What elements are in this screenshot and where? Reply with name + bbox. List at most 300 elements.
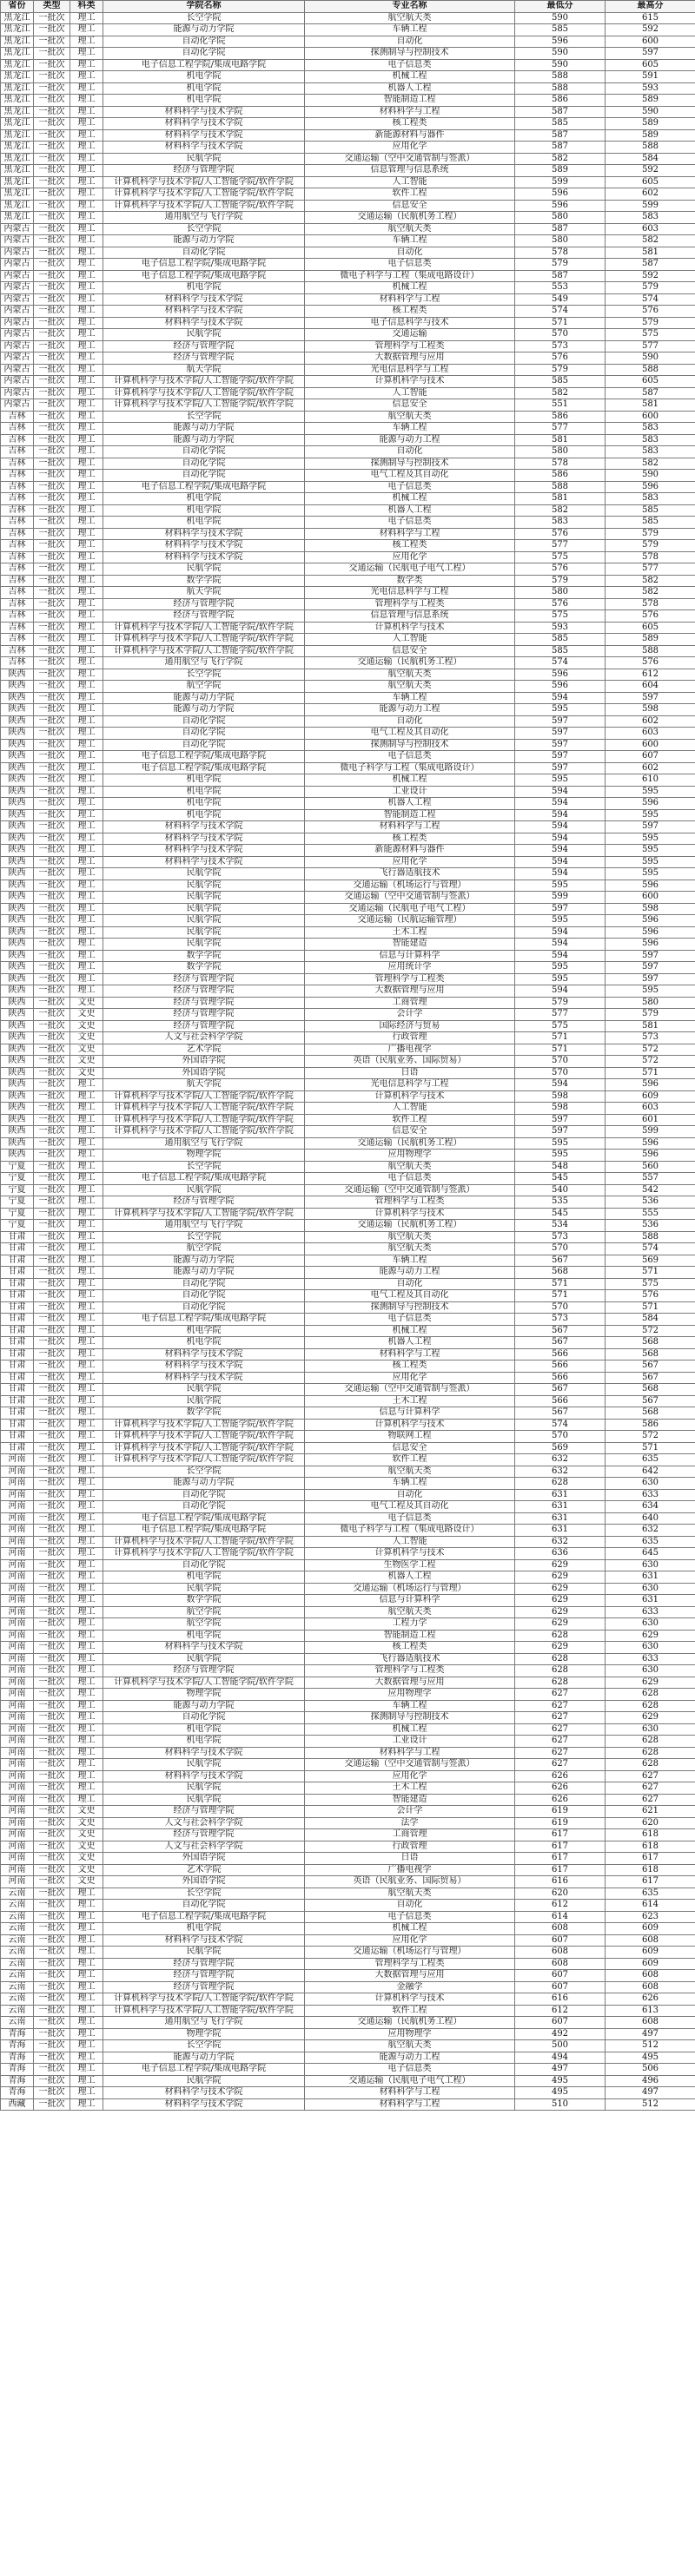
- cell-province: 河南: [1, 1536, 34, 1548]
- cell-batch: 一批次: [34, 2052, 70, 2064]
- cell-school: 电子信息工程学院/集成电路学院: [103, 2064, 305, 2076]
- cell-subject: 理工: [70, 1231, 103, 1243]
- cell-max-score: 595: [606, 809, 695, 821]
- table-row: [1, 212, 695, 224]
- cell-min-score: 616: [515, 1993, 606, 2006]
- cell-school: 能源与动力学院: [103, 434, 305, 446]
- table-row: [1, 915, 695, 927]
- cell-max-score: 598: [606, 704, 695, 716]
- cell-batch: 一批次: [34, 1853, 70, 1865]
- cell-province: 黑龙江: [1, 12, 34, 24]
- cell-subject: 理工: [70, 481, 103, 493]
- table-row: [1, 142, 695, 154]
- cell-batch: 一批次: [34, 1700, 70, 1712]
- cell-max-score: 635: [606, 1536, 695, 1548]
- cell-batch: 一批次: [34, 903, 70, 915]
- cell-province: 吉林: [1, 434, 34, 446]
- cell-min-score: 628: [515, 1677, 606, 1689]
- cell-max-score: 597: [606, 692, 695, 704]
- cell-province: 云南: [1, 2017, 34, 2029]
- cell-min-score: 582: [515, 153, 606, 165]
- cell-school: 能源与动力学院: [103, 24, 305, 36]
- cell-min-score: 587: [515, 142, 606, 154]
- cell-max-score: 600: [606, 411, 695, 423]
- cell-min-score: 597: [515, 739, 606, 751]
- table-row: [1, 106, 695, 118]
- cell-min-score: 607: [515, 2017, 606, 2029]
- cell-max-score: 608: [606, 1970, 695, 1982]
- table-row: [1, 1044, 695, 1056]
- cell-major: 管理科学与工程类: [305, 340, 515, 352]
- cell-min-score: 626: [515, 1794, 606, 1806]
- cell-school: 数学学院: [103, 962, 305, 974]
- cell-max-score: 571: [606, 1442, 695, 1454]
- cell-province: 河南: [1, 1489, 34, 1501]
- cell-batch: 一批次: [34, 1958, 70, 1970]
- cell-school: 材料科学与技术学院: [103, 528, 305, 540]
- cell-major: 广播电视学: [305, 1044, 515, 1056]
- cell-province: 河南: [1, 1525, 34, 1537]
- cell-school: 航天学院: [103, 587, 305, 599]
- cell-province: 陕西: [1, 1103, 34, 1115]
- cell-major: 车辆工程: [305, 692, 515, 704]
- cell-min-score: 534: [515, 1220, 606, 1232]
- cell-school: 能源与动力学院: [103, 1478, 305, 1490]
- table-row: [1, 1536, 695, 1548]
- cell-major: 计算机科学与技术: [305, 1548, 515, 1560]
- cell-min-score: 574: [515, 1419, 606, 1431]
- cell-major: 核工程类: [305, 1642, 515, 1654]
- cell-province: 陕西: [1, 856, 34, 868]
- cell-max-score: 506: [606, 2064, 695, 2076]
- cell-province: 河南: [1, 1736, 34, 1748]
- cell-min-score: 578: [515, 247, 606, 259]
- cell-province: 陕西: [1, 715, 34, 728]
- cell-min-score: 580: [515, 587, 606, 599]
- cell-max-score: 603: [606, 728, 695, 740]
- cell-subject: 理工: [70, 129, 103, 142]
- cell-subject: 理工: [70, 1993, 103, 2006]
- table-row: [1, 95, 695, 107]
- cell-subject: 理工: [70, 2040, 103, 2052]
- cell-batch: 一批次: [34, 411, 70, 423]
- cell-min-score: 582: [515, 387, 606, 399]
- cell-batch: 一批次: [34, 739, 70, 751]
- cell-school: 计算机科学与技术学院/人工智能学院/软件学院: [103, 1419, 305, 1431]
- cell-min-score: 571: [515, 1278, 606, 1290]
- cell-subject: 理工: [70, 868, 103, 880]
- table-row: [1, 1009, 695, 1021]
- cell-school: 材料科学与技术学院: [103, 1934, 305, 1947]
- cell-batch: 一批次: [34, 1630, 70, 1642]
- cell-school: 材料科学与技术学院: [103, 821, 305, 833]
- cell-subject: 理工: [70, 1689, 103, 1701]
- table-row: [1, 188, 695, 201]
- cell-major: 交通运输（空中交通管制与签派）: [305, 1384, 515, 1396]
- cell-province: 吉林: [1, 517, 34, 529]
- cell-major: 交通运输（机场运行与管理）: [305, 880, 515, 892]
- table-row: [1, 1278, 695, 1290]
- cell-subject: 理工: [70, 259, 103, 271]
- cell-school: 计算机科学与技术学院/人工智能学院/软件学院: [103, 2005, 305, 2017]
- cell-province: 吉林: [1, 598, 34, 610]
- cell-subject: 理工: [70, 845, 103, 857]
- cell-major: 材料科学与工程: [305, 106, 515, 118]
- cell-batch: 一批次: [34, 1431, 70, 1443]
- cell-major: 应用化学: [305, 856, 515, 868]
- cell-min-score: 629: [515, 1583, 606, 1595]
- cell-min-score: 594: [515, 939, 606, 951]
- table-row: [1, 1700, 695, 1712]
- table-row: [1, 762, 695, 774]
- cell-school: 计算机科学与技术学院/人工智能学院/软件学院: [103, 1454, 305, 1466]
- cell-min-score: 619: [515, 1817, 606, 1829]
- cell-subject: 理工: [70, 762, 103, 774]
- cell-subject: 理工: [70, 2005, 103, 2017]
- table-row: [1, 376, 695, 388]
- cell-province: 河南: [1, 1583, 34, 1595]
- cell-major: 交通运输（民航机务工程）: [305, 1137, 515, 1150]
- cell-min-score: 567: [515, 1407, 606, 1420]
- cell-batch: 一批次: [34, 446, 70, 458]
- cell-major: 交通运输（民航机务工程）: [305, 212, 515, 224]
- cell-province: 吉林: [1, 645, 34, 657]
- cell-max-score: 628: [606, 1689, 695, 1701]
- cell-batch: 一批次: [34, 1653, 70, 1665]
- cell-min-score: 567: [515, 1325, 606, 1337]
- cell-batch: 一批次: [34, 1150, 70, 1162]
- cell-subject: 理工: [70, 2064, 103, 2076]
- cell-school: 电子信息工程学院/集成电路学院: [103, 1512, 305, 1525]
- cell-school: 民航学院: [103, 1759, 305, 1771]
- cell-subject: 理工: [70, 504, 103, 517]
- cell-min-score: 629: [515, 1642, 606, 1654]
- cell-school: 材料科学与技术学院: [103, 833, 305, 845]
- cell-major: 应用化学: [305, 1372, 515, 1384]
- cell-school: 自动化学院: [103, 1501, 305, 1513]
- cell-batch: 一批次: [34, 598, 70, 610]
- cell-max-score: 579: [606, 1009, 695, 1021]
- cell-max-score: 618: [606, 1841, 695, 1853]
- cell-major: 大数据管理与应用: [305, 1970, 515, 1982]
- cell-batch: 一批次: [34, 458, 70, 470]
- header-row: [1, 1, 695, 13]
- cell-major: 航空航天类: [305, 1243, 515, 1255]
- cell-subject: 理工: [70, 1665, 103, 1677]
- cell-subject: 理工: [70, 434, 103, 446]
- cell-subject: 理工: [70, 786, 103, 798]
- cell-province: 吉林: [1, 575, 34, 587]
- cell-province: 甘肃: [1, 1395, 34, 1407]
- cell-major: 电子信息类: [305, 1911, 515, 1923]
- cell-major: 机器人工程: [305, 82, 515, 95]
- cell-school: 电子信息工程学院/集成电路学院: [103, 1173, 305, 1185]
- cell-batch: 一批次: [34, 1137, 70, 1150]
- cell-subject: 理工: [70, 2028, 103, 2040]
- cell-max-score: 575: [606, 329, 695, 341]
- cell-max-score: 568: [606, 1337, 695, 1349]
- cell-subject: 理工: [70, 1173, 103, 1185]
- table-row: [1, 247, 695, 259]
- cell-batch: 一批次: [34, 1056, 70, 1068]
- cell-min-score: 587: [515, 270, 606, 282]
- cell-province: 陕西: [1, 681, 34, 693]
- cell-batch: 一批次: [34, 774, 70, 787]
- cell-min-score: 627: [515, 1759, 606, 1771]
- cell-major: 计算机科学与技术: [305, 376, 515, 388]
- table-row: [1, 2052, 695, 2064]
- cell-province: 内蒙古: [1, 329, 34, 341]
- cell-min-score: 553: [515, 282, 606, 294]
- cell-min-score: 597: [515, 715, 606, 728]
- cell-subject: 文史: [70, 1032, 103, 1044]
- table-row: [1, 329, 695, 341]
- cell-min-score: 594: [515, 692, 606, 704]
- cell-province: 陕西: [1, 1126, 34, 1138]
- cell-province: 陕西: [1, 728, 34, 740]
- cell-batch: 一批次: [34, 2028, 70, 2040]
- cell-batch: 一批次: [34, 1478, 70, 1490]
- cell-min-score: 545: [515, 1173, 606, 1185]
- cell-school: 经济与管理学院: [103, 1806, 305, 1818]
- cell-province: 内蒙古: [1, 247, 34, 259]
- cell-major: 车辆工程: [305, 423, 515, 435]
- cell-province: 黑龙江: [1, 165, 34, 177]
- cell-min-score: 594: [515, 950, 606, 962]
- cell-major: 会计学: [305, 1009, 515, 1021]
- cell-max-score: 583: [606, 434, 695, 446]
- cell-min-score: 495: [515, 2087, 606, 2099]
- cell-subject: 理工: [70, 317, 103, 329]
- cell-province: 青海: [1, 2087, 34, 2099]
- table-row: [1, 48, 695, 60]
- cell-subject: 理工: [70, 669, 103, 681]
- table-row: [1, 153, 695, 165]
- cell-school: 自动化学院: [103, 247, 305, 259]
- cell-min-score: 628: [515, 1665, 606, 1677]
- cell-major: 电子信息类: [305, 1314, 515, 1326]
- cell-max-score: 608: [606, 2017, 695, 2029]
- table-row: [1, 1571, 695, 1584]
- table-row: [1, 2017, 695, 2029]
- cell-batch: 一批次: [34, 106, 70, 118]
- cell-province: 云南: [1, 1958, 34, 1970]
- table-row: [1, 259, 695, 271]
- cell-batch: 一批次: [34, 669, 70, 681]
- cell-school: 能源与动力学院: [103, 692, 305, 704]
- cell-major: 智能制造工程: [305, 809, 515, 821]
- cell-subject: 理工: [70, 1184, 103, 1196]
- cell-subject: 理工: [70, 1395, 103, 1407]
- cell-major: 车辆工程: [305, 1700, 515, 1712]
- cell-subject: 理工: [70, 880, 103, 892]
- cell-max-score: 605: [606, 176, 695, 188]
- cell-subject: 理工: [70, 1606, 103, 1618]
- cell-batch: 一批次: [34, 1829, 70, 1841]
- cell-min-score: 594: [515, 821, 606, 833]
- cell-province: 陕西: [1, 997, 34, 1009]
- table-row: [1, 1489, 695, 1501]
- cell-max-score: 585: [606, 504, 695, 517]
- cell-school: 航天学院: [103, 364, 305, 376]
- cell-subject: 理工: [70, 1934, 103, 1947]
- cell-max-score: 630: [606, 1583, 695, 1595]
- cell-min-score: 588: [515, 71, 606, 83]
- cell-province: 黑龙江: [1, 176, 34, 188]
- cell-subject: 理工: [70, 2075, 103, 2087]
- cell-max-score: 609: [606, 1923, 695, 1935]
- cell-major: 航空航天类: [305, 1161, 515, 1173]
- cell-max-score: 600: [606, 36, 695, 48]
- cell-min-score: 545: [515, 1208, 606, 1220]
- cell-school: 机电学院: [103, 786, 305, 798]
- cell-major: 信息管理与信息系统: [305, 165, 515, 177]
- cell-province: 黑龙江: [1, 24, 34, 36]
- table-row: [1, 1736, 695, 1748]
- table-row: [1, 1267, 695, 1279]
- cell-min-score: 608: [515, 1947, 606, 1959]
- table-row: [1, 1970, 695, 1982]
- table-row: [1, 751, 695, 763]
- cell-school: 机电学院: [103, 798, 305, 810]
- table-row: [1, 1220, 695, 1232]
- cell-subject: 理工: [70, 751, 103, 763]
- table-row: [1, 1864, 695, 1876]
- cell-min-score: 575: [515, 551, 606, 563]
- cell-major: 应用化学: [305, 1934, 515, 1947]
- cell-school: 人文与社会科学学院: [103, 1817, 305, 1829]
- cell-max-score: 610: [606, 774, 695, 787]
- cell-subject: 理工: [70, 1911, 103, 1923]
- cell-subject: 理工: [70, 739, 103, 751]
- cell-province: 甘肃: [1, 1278, 34, 1290]
- cell-batch: 一批次: [34, 1103, 70, 1115]
- cell-batch: 一批次: [34, 1348, 70, 1360]
- cell-major: 信息与计算科学: [305, 950, 515, 962]
- table-row: [1, 575, 695, 587]
- cell-province: 甘肃: [1, 1314, 34, 1326]
- cell-major: 交通运输（民航电子电气工程）: [305, 903, 515, 915]
- cell-max-score: 579: [606, 540, 695, 552]
- cell-max-score: 578: [606, 598, 695, 610]
- table-row: [1, 165, 695, 177]
- cell-batch: 一批次: [34, 1677, 70, 1689]
- cell-subject: 理工: [70, 235, 103, 247]
- cell-school: 计算机科学与技术学院/人工智能学院/软件学院: [103, 376, 305, 388]
- cell-major: 交通运输（民航电子电气工程）: [305, 563, 515, 576]
- cell-batch: 一批次: [34, 892, 70, 904]
- cell-school: 外国语学院: [103, 1056, 305, 1068]
- cell-province: 内蒙古: [1, 376, 34, 388]
- table-row: [1, 962, 695, 974]
- cell-batch: 一批次: [34, 1243, 70, 1255]
- table-row: [1, 2064, 695, 2076]
- cell-province: 甘肃: [1, 1243, 34, 1255]
- cell-school: 通用航空与飞行学院: [103, 1220, 305, 1232]
- cell-min-score: 614: [515, 1911, 606, 1923]
- cell-school: 能源与动力学院: [103, 1267, 305, 1279]
- header-min-score: 最低分: [515, 1, 606, 13]
- cell-school: 计算机科学与技术学院/人工智能学院/软件学院: [103, 176, 305, 188]
- cell-subject: 理工: [70, 1290, 103, 1302]
- cell-province: 甘肃: [1, 1384, 34, 1396]
- cell-batch: 一批次: [34, 528, 70, 540]
- cell-major: 大数据管理与应用: [305, 352, 515, 365]
- cell-batch: 一批次: [34, 762, 70, 774]
- cell-min-score: 597: [515, 728, 606, 740]
- cell-province: 河南: [1, 1782, 34, 1795]
- table-row: [1, 1196, 695, 1209]
- table-row: [1, 845, 695, 857]
- table-row: [1, 59, 695, 71]
- cell-batch: 一批次: [34, 1583, 70, 1595]
- cell-batch: 一批次: [34, 1981, 70, 1993]
- cell-school: 经济与管理学院: [103, 1665, 305, 1677]
- cell-major: 自动化: [305, 1489, 515, 1501]
- cell-major: 法学: [305, 1817, 515, 1829]
- table-row: [1, 657, 695, 669]
- cell-min-score: 596: [515, 200, 606, 212]
- cell-province: 陕西: [1, 1137, 34, 1150]
- cell-batch: 一批次: [34, 71, 70, 83]
- cell-batch: 一批次: [34, 95, 70, 107]
- cell-school: 自动化学院: [103, 1301, 305, 1314]
- cell-batch: 一批次: [34, 1489, 70, 1501]
- cell-max-score: 581: [606, 399, 695, 412]
- cell-province: 内蒙古: [1, 223, 34, 235]
- table-row: [1, 669, 695, 681]
- cell-min-score: 492: [515, 2028, 606, 2040]
- cell-major: 土木工程: [305, 1395, 515, 1407]
- cell-max-score: 585: [606, 517, 695, 529]
- cell-max-score: 572: [606, 1431, 695, 1443]
- cell-min-score: 629: [515, 1559, 606, 1571]
- cell-province: 内蒙古: [1, 399, 34, 412]
- cell-subject: 理工: [70, 1407, 103, 1420]
- cell-max-score: 630: [606, 1478, 695, 1490]
- header-major: 专业名称: [305, 1, 515, 13]
- cell-min-score: 549: [515, 293, 606, 306]
- cell-school: 材料科学与技术学院: [103, 1348, 305, 1360]
- cell-min-score: 587: [515, 106, 606, 118]
- cell-major: 计算机科学与技术: [305, 1419, 515, 1431]
- cell-subject: 理工: [70, 200, 103, 212]
- cell-batch: 一批次: [34, 551, 70, 563]
- cell-province: 河南: [1, 1829, 34, 1841]
- table-row: [1, 1512, 695, 1525]
- cell-subject: 理工: [70, 1759, 103, 1771]
- cell-max-score: 512: [606, 2040, 695, 2052]
- cell-max-score: 595: [606, 868, 695, 880]
- cell-min-score: 566: [515, 1395, 606, 1407]
- cell-max-score: 609: [606, 1090, 695, 1103]
- cell-max-score: 602: [606, 715, 695, 728]
- cell-school: 数学学院: [103, 950, 305, 962]
- table-row: [1, 1665, 695, 1677]
- cell-min-score: 576: [515, 352, 606, 365]
- cell-school: 长空学院: [103, 12, 305, 24]
- cell-province: 吉林: [1, 622, 34, 634]
- table-row: [1, 1559, 695, 1571]
- cell-min-score: 595: [515, 962, 606, 974]
- cell-max-score: 614: [606, 1900, 695, 1912]
- table-row: [1, 681, 695, 693]
- cell-province: 云南: [1, 1900, 34, 1912]
- cell-subject: 理工: [70, 1770, 103, 1782]
- cell-subject: 理工: [70, 1348, 103, 1360]
- cell-school: 经济与管理学院: [103, 1981, 305, 1993]
- table-row: [1, 2005, 695, 2017]
